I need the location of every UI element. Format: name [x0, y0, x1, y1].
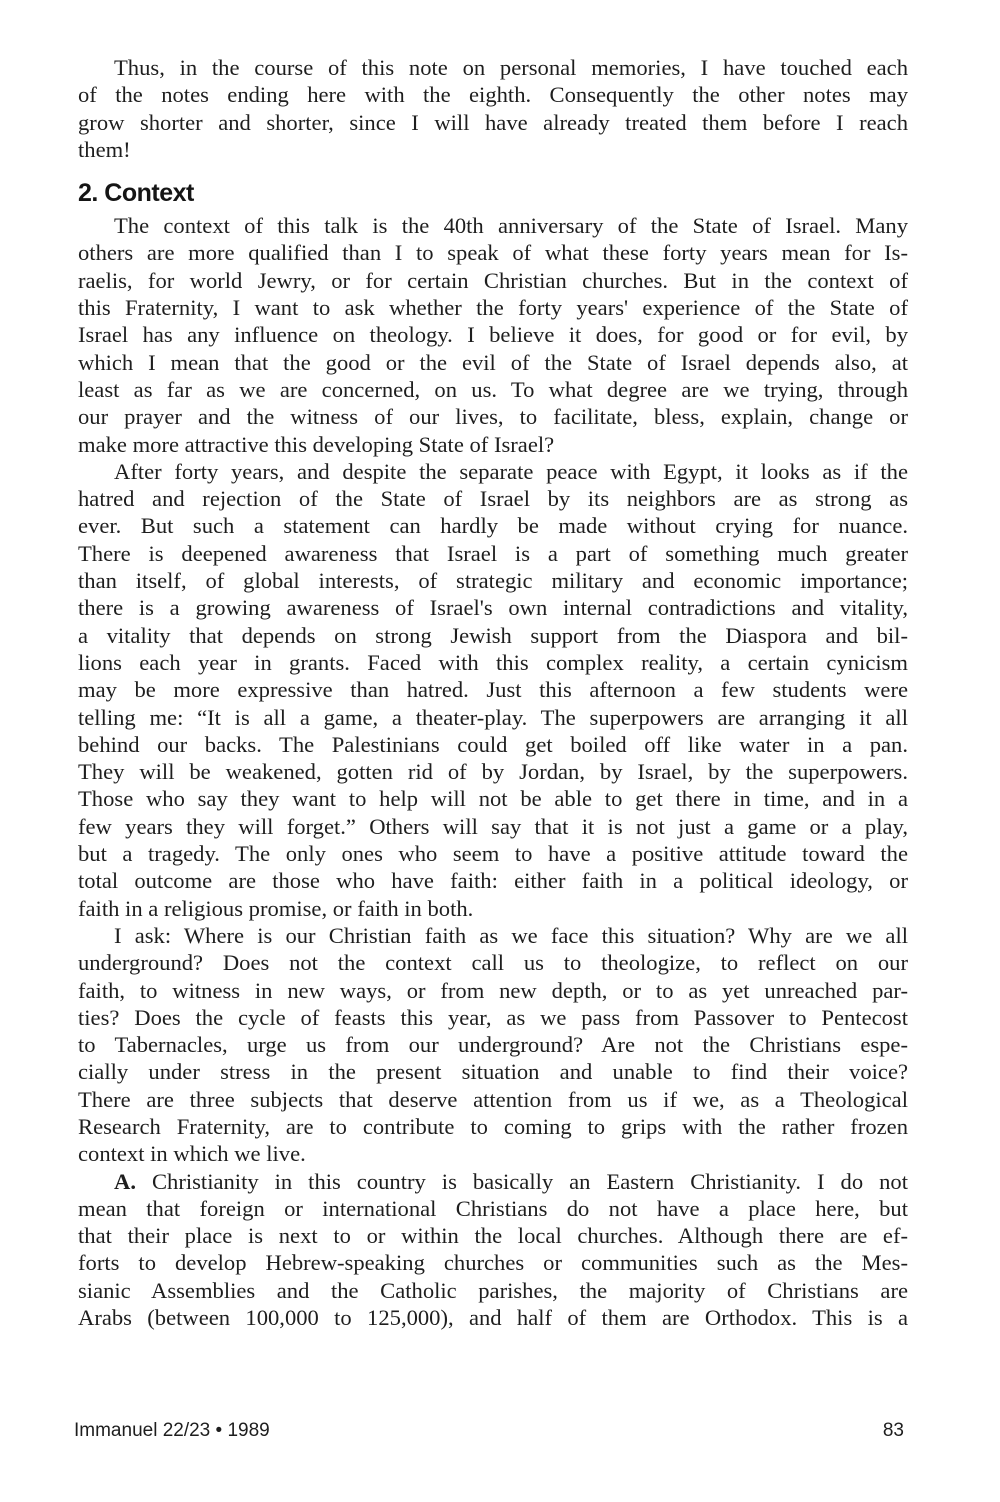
- page-number: 83: [882, 1420, 904, 1441]
- text-line: but a tragedy. The only ones who seem to have a positive attitude toward the: [78, 841, 908, 867]
- text-line: make more attractive this developing State of Israel?: [78, 431, 555, 457]
- text-line: which I mean that the good or the evil of the State of Israel depends also, at: [78, 349, 908, 375]
- text-line: raelis, for world Jewry, or for certain Christian churches. But in the context of: [78, 267, 908, 293]
- text-line: Israel has any influence on theology. I believe it does, for good or for evil, by: [78, 322, 908, 348]
- text-line: There are three subjects that deserve attention from us if we, as a Theological: [78, 1086, 908, 1112]
- section-heading: 2. Context: [78, 179, 194, 208]
- text-line: sianic Assemblies and the Catholic parishes, the majority of Christians are: [78, 1277, 908, 1303]
- text-line: of the notes ending here with the eighth. Consequently the other notes may: [78, 82, 908, 108]
- text-line: Arabs (between 100,000 to 125,000), and half of them are Orthodox. This is a: [78, 1305, 908, 1331]
- text-line: cially under stress in the present situation and unable to find their voice?: [78, 1059, 908, 1085]
- text-line: forts to develop Hebrew-speaking churches or communities such as the Mes-: [78, 1250, 908, 1276]
- text-line: total outcome are those who have faith: either faith in a political ideology, or: [78, 868, 908, 894]
- text-line: [78, 1168, 908, 1195]
- paragraph-context-2: [78, 458, 908, 922]
- paragraph-context-1: [78, 212, 908, 458]
- text-line: others are more qualified than I to speak of what these forty years mean for Is-: [78, 240, 908, 266]
- text-line: hatred and rejection of the State of Israel by its neighbors are as strong as: [78, 486, 908, 512]
- text-line: this Fraternity, I want to ask whether the forty years' experience of the State of: [78, 295, 908, 321]
- text-line: They will be weakened, gotten rid of by Jordan, by Israel, by the superpowers.: [78, 759, 908, 785]
- text-line: few years they will forget.” Others will say that it is not just a game or a play,: [78, 813, 908, 839]
- page-body: [78, 54, 908, 1331]
- text-line: them!: [78, 136, 131, 162]
- text-line: telling me: “It is all a game, a theater-play. The superpowers are arranging it all: [78, 704, 908, 730]
- text-line: least as far as we are concerned, on us. To what degree are we trying, through: [78, 376, 908, 402]
- page-footer: [74, 1420, 904, 1442]
- text-line: context in which we live.: [78, 1141, 306, 1167]
- point-label: A.: [114, 1168, 136, 1194]
- text-line: Those who say they want to help will not be able to get there in time, and in a: [78, 786, 908, 812]
- text-line: Thus, in the course of this note on personal memories, I have touched each: [114, 55, 908, 80]
- paragraph-point-a: [78, 1168, 908, 1332]
- text-line: mean that foreign or international Christians do not have a place here, but: [78, 1195, 908, 1221]
- text-line: than itself, of global interests, of strategic military and economic importance;: [78, 568, 908, 594]
- text-line: The context of this talk is the 40th anniversary of the State of Israel. Many: [114, 213, 908, 239]
- journal-citation: Immanuel 22/23 • 1989: [74, 1420, 270, 1441]
- text-line: There is deepened awareness that Israel is a part of something much greater: [78, 540, 908, 566]
- text-line: there is a growing awareness of Israel's own internal contradictions and vitality,: [78, 595, 908, 621]
- text-line: that their place is next to or within the local churches. Although there are ef-: [78, 1223, 908, 1249]
- text-line: underground? Does not the context call us to theologize, to reflect on our: [78, 950, 908, 976]
- paragraph-context-3: [78, 922, 908, 1168]
- text-line: behind our backs. The Palestinians could get boiled off like water in a pan.: [78, 731, 908, 757]
- text-line: our prayer and the witness of our lives, to facilitate, bless, explain, change or: [78, 404, 908, 430]
- text-line: faith in a religious promise, or faith in both.: [78, 895, 474, 921]
- text-line: ties? Does the cycle of feasts this year, as we pass from Passover to Pentecost: [78, 1004, 908, 1030]
- text-line: ever. But such a statement can hardly be made without crying for nuance.: [78, 513, 908, 539]
- text-line: lions each year in grants. Faced with this complex reality, a certain cynicism: [78, 649, 908, 675]
- text-line: may be more expressive than hatred. Just this afternoon a few students were: [78, 677, 908, 703]
- text-line: I ask: Where is our Christian faith as we face this situation? Why are we all: [114, 922, 908, 948]
- text-line: Research Fraternity, are to contribute to coming to grips with the rather frozen: [78, 1113, 908, 1139]
- text-line: After forty years, and despite the separate peace with Egypt, it looks as if the: [114, 458, 908, 484]
- text-line: faith, to witness in new ways, or from new depth, or to as yet unreached par-: [78, 977, 908, 1003]
- intro-paragraph: [78, 54, 908, 163]
- text-line: a vitality that depends on strong Jewish support from the Diaspora and bil-: [78, 622, 908, 648]
- text-line: grow shorter and shorter, since I will have already treated them before I reach: [78, 109, 908, 135]
- text-line: to Tabernacles, urge us from our underground? Are not the Christians espe-: [78, 1032, 908, 1058]
- text-fragment: Christianity in this country is basically an Eastern Christianity. I do not: [135, 1168, 908, 1194]
